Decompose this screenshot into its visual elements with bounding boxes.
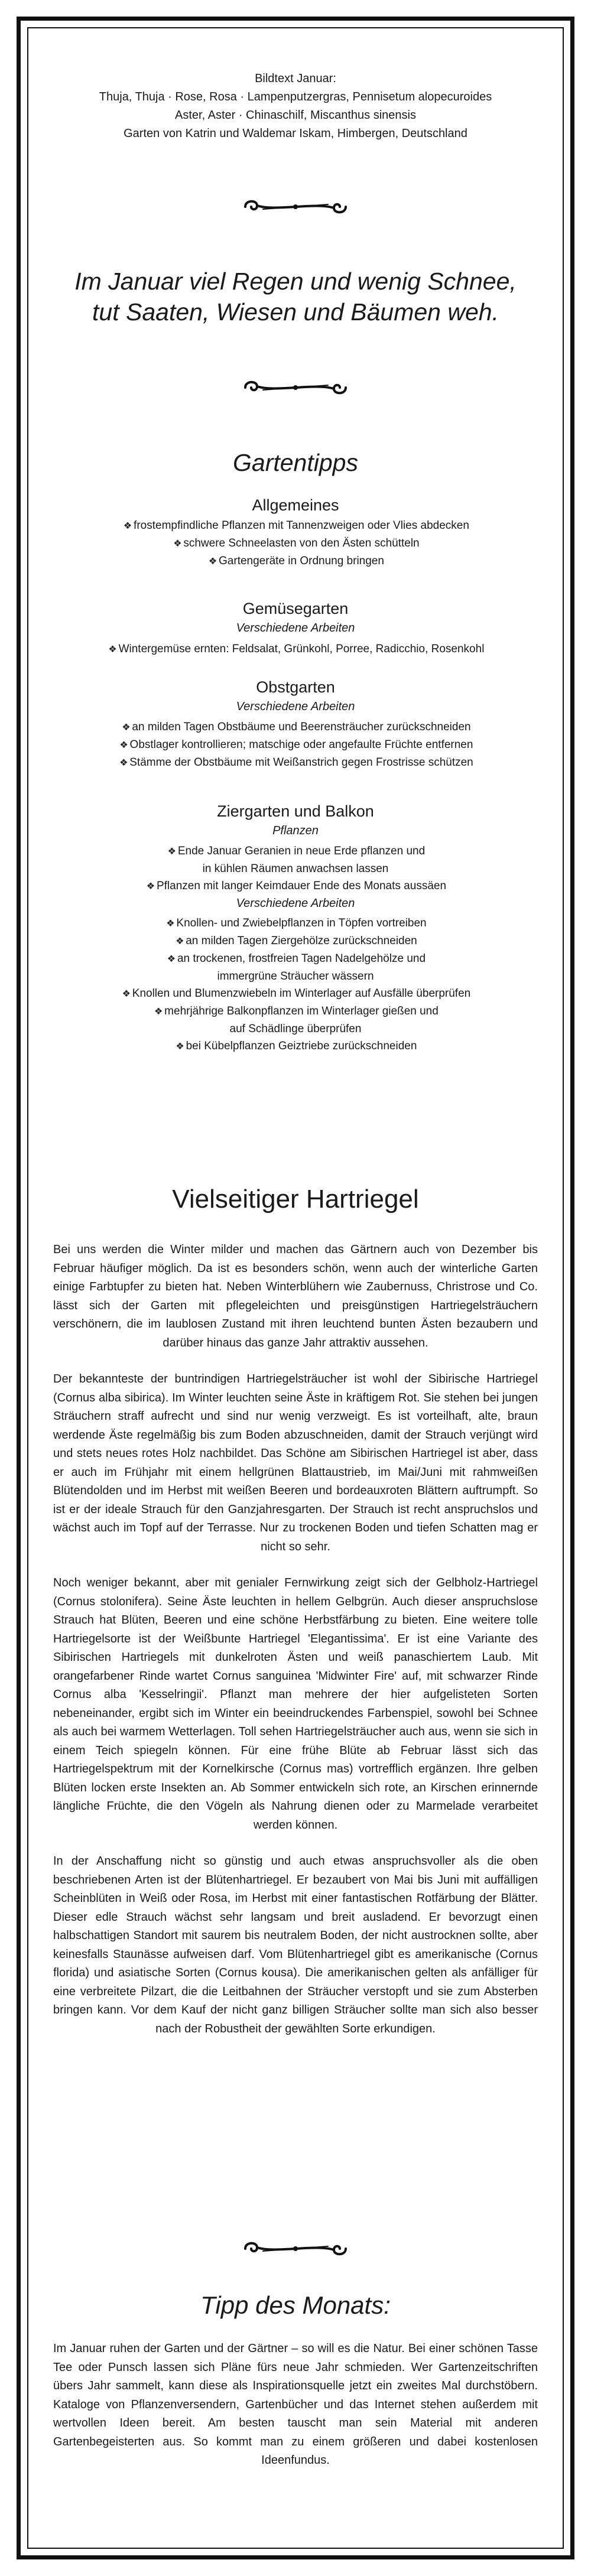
zier-arbeiten-list <box>53 915 538 1055</box>
clover-bullet-icon: ❖ <box>208 557 217 567</box>
list-item: ❖ Obstlager kontrollieren; matschige oder angefaulte Früchte entfernen <box>53 736 538 754</box>
clover-bullet-icon: ❖ <box>167 954 176 964</box>
allgemeines-list <box>53 517 538 570</box>
gemuese-list <box>53 640 538 658</box>
list-item: ❖ Gartengeräte in Ordnung bringen <box>53 552 538 570</box>
list-item: ❖ frostempfindliche Pflanzen mit Tannenzweigen oder Vlies abdecken <box>53 517 538 535</box>
obst-list <box>53 718 538 772</box>
caption-line: Aster, Aster · Chinaschilf, Miscanthus sinensis <box>175 109 416 122</box>
list-item: ❖ Wintergemüse ernten: Feldsalat, Grünkohl, Porree, Radicchio, Rosenkohl <box>53 640 538 658</box>
clover-bullet-icon: ❖ <box>122 723 131 733</box>
caption-line: Garten von Katrin und Waldemar Iskam, Himbergen, Deutschland <box>124 127 467 140</box>
tipp-title: Tipp des Monats: <box>200 2291 391 2319</box>
list-item: ❖ Knollen- und Zwiebelpflanzen in Töpfen vortreiben <box>53 915 538 932</box>
list-item: ❖ Knollen und Blumenzwiebeln im Winterlager auf Ausfälle überprüfen <box>53 985 538 1003</box>
clover-bullet-icon: ❖ <box>122 989 131 999</box>
article-body <box>53 1241 538 2038</box>
clover-bullet-icon: ❖ <box>167 847 177 857</box>
article-paragraph: Noch weniger bekannt, aber mit genialer Fernwirkung zeigt sich der Gelbholz-Hartriegel (Cornus stolonifera). Seine Äste leuchten in hellem Gelbgrün. Auch dieser anspruchslose Strauch hat Blüten, Beeren und eine schöne Herbstfärbung zu bieten. Eine weitere tolle Hartriegelsorte ist der Weißbunte Hartriegel 'Elegantissima'. Er ist eine Variante des Sibirischen Hartriegels mit dunkelroten Ästen und weiß panaschiertem Laub. Mit orangefarbener Rinde wartet Cornus sanguinea 'Midwinter Fire' auf, mit schwarzer Rinde Cornus alba 'Kesselringii'. Pflanzt man mehrere der hier aufgelisteten Sorten nebeneinander, ergibt sich im Winter ein beeindruckendes Farbenspiel, sowohl bei Schnee als auch bei warmem Wetterlagen. Toll sehen Hartriegelsträucher auch aus, wenn sie sich in einem Teich spiegeln können. Für eine frühe Blüte ab Februar lässt sich das Hartriegelspektrum mit der Kornelkirsche (Cornus mas) vortrefflich ergänzen. Ihre gelben Blüten locken erste Insekten an. Ab Sommer entwickeln sich rote, an Kirschen erinnernde längliche Früchte, die den Vögeln als Nahrung dienen oder zu Marmelade verarbeitet werden können. <box>53 1576 538 1832</box>
caption-line: Thuja, Thuja · Rose, Rosa · Lampenputzergras, Pennisetum alopecuroides <box>99 90 492 103</box>
article-paragraph: In der Anschaffung nicht so günstig und auch etwas anspruchsvoller als die oben beschriebenen Arten ist der Blütenhartriegel. Er bezaubert von Mai bis Juni mit auffälligen Scheinblüten in Weiß oder Rosa, im Herbst mit einer fantastischen Rotfärbung der Blätter. Dieser edle Strauch wächst sehr langsam und breit ausladend. Er bevorzugt einen halbschattigen Standort mit saurem bis neutralem Boden, der nicht austrocknen sollte, aber keinesfalls Staunässe aufweisen darf. Vom Blütenhartriegel gibt es amerikanische (Cornus florida) und asiatische Sorten (Cornus kousa). Die amerikanischen gelten als anfälliger für eine verbreitete Pilzart, die die Leitbahnen der Sträucher verstopft und sie zum Absterben bringen kann. Vor dem Kauf der nicht ganz billigen Sträucher sollte man sich also besser nach der Robustheit der gewählten Sorte erkundigen. <box>53 1855 538 2035</box>
list-item: ❖ an trockenen, frostfreien Tagen Nadelgehölze und immergrüne Sträucher wässern <box>53 950 538 985</box>
clover-bullet-icon: ❖ <box>119 758 128 768</box>
gemuese-subheading: Verschiedene Arbeiten <box>236 622 355 635</box>
clover-bullet-icon: ❖ <box>154 1007 163 1017</box>
obst-heading: Obstgarten <box>256 678 335 696</box>
list-item: ❖ Ende Januar Geranien in neue Erde pflanzen und in kühlen Räumen anwachsen lassen <box>53 843 538 877</box>
article-paragraph: Bei uns werden die Winter milder und machen das Gärtnern auch von Dezember bis Februar häufiger möglich. Da ist es besonders schön, wenn auch der winterliche Garten einige Farbtupfer zu bieten hat. Neben Winterblühern wie Zaubernuss, Christrose und Co. lässt sich der Garten mit pflegeleichten und preisgünstigen Hartriegelsträuchern verschönern, die im laublosen Zustand mit ihren leuchtend bunten Ästen bezaubern und darüber hinaus das ganze Jahr attraktiv aussehen. <box>53 1243 538 1349</box>
list-item: ❖ an milden Tagen Ziergehölze zurückschneiden <box>53 932 538 950</box>
list-item: ❖ Pflanzen mit langer Keimdauer Ende des Monats aussäen <box>53 877 538 895</box>
clover-bullet-icon: ❖ <box>108 645 117 655</box>
scroll-flourish-icon <box>53 2238 538 2259</box>
proverb-line: tut Saaten, Wiesen und Bäumen weh. <box>92 298 499 326</box>
tipp-body <box>53 2340 538 2470</box>
image-caption <box>53 70 538 143</box>
article-title: Vielseitiger Hartriegel <box>172 1185 419 1214</box>
caption-line: Bildtext Januar: <box>255 72 336 85</box>
list-item: ❖ mehrjährige Balkonpflanzen im Winterlager gießen und auf Schädlinge überprüfen <box>53 1003 538 1037</box>
article-paragraph: Der bekannteste der buntrindigen Hartriegelsträucher ist wohl der Sibirische Hartriegel (Cornus alba sibirica). Im Winter leuchten seine Äste in kräftigem Rot. Sie stehen bei jungen Sträuchern straff aufrecht und sind nur wenig verzweigt. Es ist vorteilhaft, alte, braun werdende Äste regelmäßig bis zum Boden abzuschneiden, damit der Strauch verjüngt wird und stets neues rotes Holz nachbildet. Das Schöne am Sibirischen Hartriegel ist aber, dass er auch im Frühjahr mit einem hellgrünen Blattaustrieb, im Mai/Juni mit rahmweißen Blütendolden und im Herbst mit weißen Beeren und bordeauxroten Blättern auftrumpft. So ist er der ideale Strauch für den Ganzjahresgarten. Der Strauch ist recht anspruchslos und wächst auch im Topf auf der Terrasse. Nur zu trockenen Boden und tiefen Schatten mag er nicht so sehr. <box>53 1372 538 1553</box>
allgemeines-heading: Allgemeines <box>252 496 339 514</box>
proverb-line: Im Januar viel Regen und wenig Schnee, <box>74 268 517 295</box>
clover-bullet-icon: ❖ <box>173 539 182 549</box>
scroll-flourish-icon <box>53 196 538 217</box>
zier-pflanzen-list <box>53 843 538 895</box>
clover-bullet-icon: ❖ <box>119 740 128 750</box>
tipp-paragraph: Im Januar ruhen der Garten und der Gärtner – so will es die Natur. Bei einer schönen Tasse Tee oder Punsch lassen sich Pläne fürs neue Jahr schmieden. Wer Gartenzeitschriften übers Jahr sammelt, kann diese als Inspirationsquelle jetzt ein zweites Mal durchstöbern. Kataloge von Pflanzenversendern, Gartenbücher und das Internet stehen außerdem mit wertvollen Ideen bereit. Am besten tauscht man sein Material mit anderen Gartenbegeisterten aus. So kommt man zu einem größeren und dabei kostenlosen Ideenfundus. <box>53 2342 538 2467</box>
gartentipps-title: Gartentipps <box>233 449 358 476</box>
obst-subheading: Verschiedene Arbeiten <box>236 700 355 713</box>
list-item: ❖ bei Kübelpflanzen Geiztriebe zurückschneiden <box>53 1037 538 1055</box>
list-item: ❖ Stämme der Obstbäume mit Weißanstrich gegen Frostrisse schützen <box>53 754 538 772</box>
clover-bullet-icon: ❖ <box>176 1042 184 1052</box>
zier-subheading-arbeiten: Verschiedene Arbeiten <box>236 897 355 910</box>
list-item: ❖ an milden Tagen Obstbäume und Beerensträucher zurückschneiden <box>53 718 538 736</box>
zier-heading: Ziergarten und Balkon <box>217 802 374 820</box>
scroll-flourish-icon <box>53 377 538 398</box>
clover-bullet-icon: ❖ <box>123 521 132 531</box>
clover-bullet-icon: ❖ <box>146 882 155 892</box>
list-item: ❖ schwere Schneelasten von den Ästen schütteln <box>53 535 538 552</box>
clover-bullet-icon: ❖ <box>176 936 184 947</box>
weather-proverb <box>53 266 538 327</box>
clover-bullet-icon: ❖ <box>166 919 175 929</box>
gemuese-heading: Gemüsegarten <box>242 600 349 617</box>
zier-subheading-pflanzen: Pflanzen <box>272 824 319 837</box>
